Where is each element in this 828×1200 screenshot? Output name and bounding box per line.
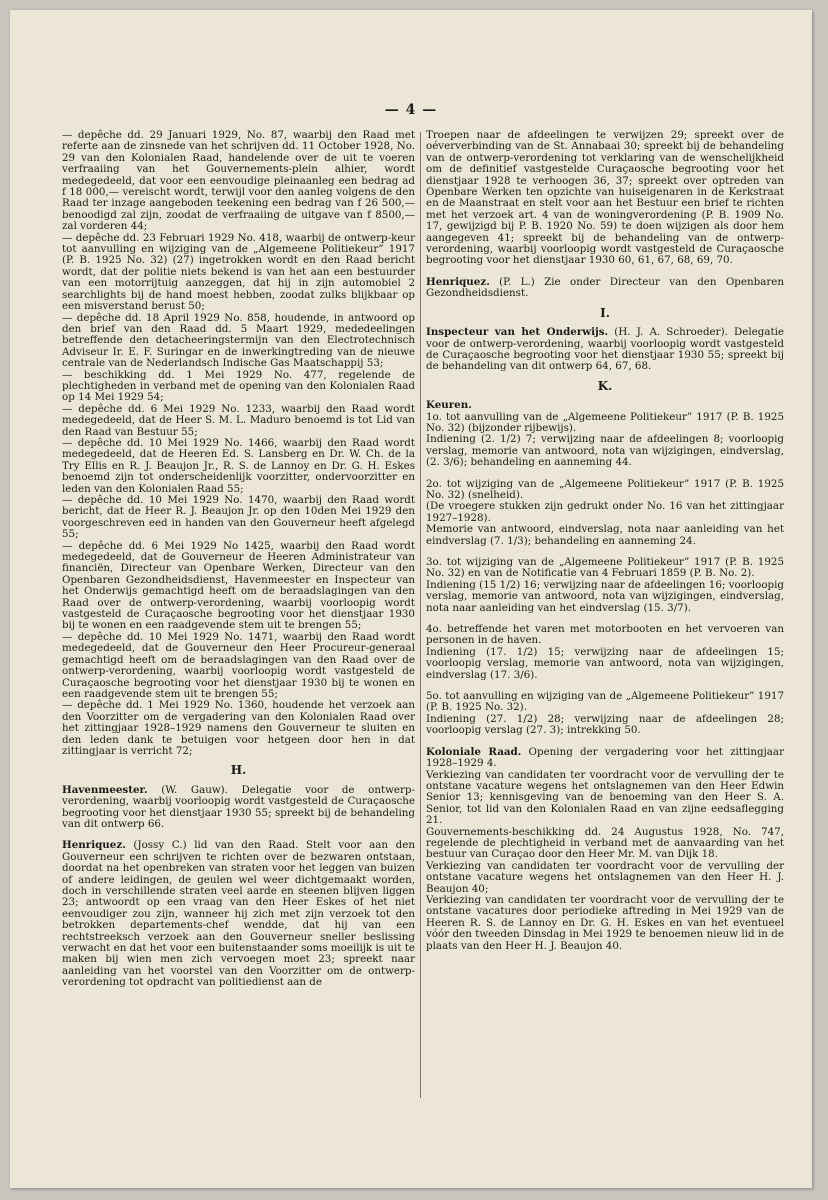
entry-name: Henriquez. [62, 839, 126, 852]
keuren-item: 2o. tot wijziging van de „Algemeene Politiekeur” 1917 (P. B. 1925 No. 32) (snelheid). [426, 477, 784, 501]
keuren-item: Indiening (27. 1/2) 28; verwijzing naar de afdeelingen 28; voorloopig verslag (27. 3); intrekking 50. [426, 712, 784, 737]
entry-paragraph: — depêche dd. 1 Mei 1929 No. 1360, houdende het verzoek aan den Voorzitter om de vergadering van den Kolonialen Raad over het zittingjaar 1928–1929 namens den Gouverneur te sluiten en den leden dank te betuigen voor hetgeen door hen in dat zittingjaar is verricht 72; [62, 699, 415, 757]
entry-paragraph: — depêche dd. 6 Mei 1929 No 1425, waarbij den Raad wordt medegedeeld, dat de Gouverneur de Heeren Administrateur van financiën, Directeur van Openbare Werken, Directeur van den Openbaren Gezondheidsdienst, Havenmeester en Inspecteur van het Onderwijs gemachtigd heeft om de beraadslagingen van den Raad over de ontwerp-verordening, waarbij voorloopig wordt vastgesteld de Curaçaosche begrooting voor het dienstjaar 1930 bij te wonen en een raadgevende stem uit te brengen 55; [62, 539, 415, 632]
entry-paragraph: — depêche dd. 6 Mei 1929 No. 1233, waarbij den Raad wordt medegedeeld, dat de Heer S. M. L. Maduro benoemd is tot Lid van den Raad van Bestuur 55; [62, 402, 415, 438]
keuren-item: Indiening (2. 1/2) 7; verwijzing naar de afdeelingen 8; voorloopig verslag, memorie van antwoord, nota van wijzigingen, eindverslag, (2. 3/6); behandeling en aanneming 44. [426, 433, 784, 469]
entry-name: Henriquez. [426, 275, 490, 288]
section-heading-h: H. [230, 763, 247, 778]
koloniale-item: Verkiezing van candidaten ter voordracht voor de vervulling der ontstane vacature wegens het ontslagnemen van den Heer H. J. Beaujon 40; [426, 859, 784, 895]
entry-text: (P. L.) Zie onder Directeur van den Openbaren Gezondheidsdienst. [426, 275, 784, 300]
keuren-item: 4o. betreffende het varen met motorbooten en het vervoeren van personen in de haven. [426, 623, 784, 647]
column-divider [420, 132, 421, 1098]
entry-paragraph: — depêche dd. 29 Januari 1929, No. 87, waarbij den Raad met referte aan de zinsnede van het schrijven dd. 11 October 1928, No. 29 van den Kolonialen Raad, handelende over de uit te voeren verfraaiing van het Gouvernements-plein alhier, wordt medegedeeld, dat voor een eenvoudige pleinaanleg een bedrag ad f 18 000,— vereischt wordt, terwijl voor den aanleg volgens de den Raad ter inzage aangeboden teekening een bedrag van f 26 500,— benoodigd zal zijn, zoodat de verfraaiing de uitgave van f 8500,— zal vorderen 44; [62, 129, 415, 233]
koloniale-raad-entry [426, 747, 784, 770]
koloniale-item: Verkiezing van candidaten ter voordracht voor de vervulling der te ontstane vacature wegens het ontslagnemen van den Heer Edwin Senior 13; kennisgeving van de benoeming van den Heer S. A. Senior, tot lid van den Kolonialen Raad en van zijne eedsaflegging 21. [426, 768, 784, 827]
entry-name: Koloniale Raad. [426, 745, 522, 758]
left-column [62, 130, 415, 989]
entry-text: Opening der vergadering voor het zittingjaar 1928–1929 4. [426, 745, 784, 770]
entry-text: (H. J. A. Schroeder). Delegatie voor de ontwerp-verordening, waarbij voorloopig wordt vastgesteld de Curaçaosche begrooting voor het dienstjaar 1930 55; spreekt bij de behandeling van dit ontwerp 64, 67, 68. [426, 326, 784, 373]
page-number: — 4 — [384, 102, 438, 118]
entry-paragraph: — depêche dd. 10 Mei 1929 No. 1471, waarbij den Raad wordt medegedeeld, dat de Gouverneur den Heer Procureur-generaal gemachtigd heeft om de beraadslagingen van den Raad over de ontwerp-verordening, waarbij voorloopig wordt vastgesteld de Curaçaosche begrooting voor het dienstjaar 1930 bij te wonen en een raadgevende stem uit te brengen 55; [62, 630, 415, 700]
entry-text: (Jossy C.) lid van den Raad. Stelt voor aan den Gouverneur een schrijven te richten over de bezwaren ontstaan, doordat na het openbreken van straten voor het leggen van buizen of andere leidingen, de geulen wel weer dichtgemaakt worden, doch in verschillende straten veel aarde en steenen blijven liggen 23; antwoordt op een vraag van den Heer Eskes of het niet eenvoudiger zou zijn, wanneer hij zich met zijn verzoek tot den betrokken departements-chef wendde, dat hij van een rechtstreeksch verzoek aan den Gouverneur sneller beslissing verwacht en dat het voor een buitenstaander soms moeilijk is uit te maken bij wien men zich vervoegen moet 23; spreekt naar aanleiding van het voorstel van den Voorzitter om de ontwerp-verordening tot opdracht van politiedienst aan de [62, 839, 415, 989]
section-heading-k: K. [597, 378, 613, 393]
keuren-item: 3o. tot wijziging van de „Algemeene Politiekeur” 1917 (P. B. 1925 No. 32) en van de Notificatie van 4 Februari 1859 (P. B. No. 2). [426, 556, 784, 580]
henriquez-jossy-entry [62, 840, 415, 988]
entry-paragraph: — depêche dd. 10 Mei 1929 No. 1466, waarbij den Raad wordt medegedeeld, dat de Heeren Ed. S. Lansberg en Dr. W. Ch. de la Try Ellis en R. J. Beaujon Jr., R. S. de Lannoy en Dr. G. H. Eskes benoemd zijn tot onderscheidenlijk voorzitter, ondervoorzitter en leden van den Kolonialen Raad 55; [62, 436, 415, 495]
keuren-item: 1o. tot aanvulling van de „Algemeene Politiekeur” 1917 (P. B. 1925 No. 32) (bijzonder rijbewijs). [426, 410, 784, 434]
keuren-heading: Keuren. [426, 399, 472, 412]
entry-name: Havenmeester. [62, 783, 148, 796]
keuren-item: Indiening (17. 1/2) 15; verwijzing naar de afdeelingen 15; voorloopig verslag, memorie van antwoord, nota van wijzigingen, eindverslag (17. 3/6). [426, 645, 784, 681]
koloniale-item: Verkiezing van candidaten ter voordracht voor de vervulling der te ontstane vacatures door periodieke aftreding in Mei 1929 van de Heeren R. S. de Lannoy en Dr. G. H. Eskes en van het eventueel vóór den tweeden Dinsdag in Mei 1929 te benoemen nieuw lid in de plaats van den Heer H. J. Beaujon 40. [426, 893, 784, 952]
entry-text: (W. Gauw). Delegatie voor de ontwerp-verordening, waarbij voorloopig wordt vastgesteld de Curaçaosche begrooting voor het dienstjaar 1930 55; spreekt bij de behandeling van dit ontwerp 66. [62, 783, 415, 830]
keuren-item: Memorie van antwoord, eindverslag, nota naar aanleiding van het eindverslag (7. 1/3); behandeling en aanneming 24. [426, 523, 784, 547]
entry-paragraph: — depêche dd. 10 Mei 1929 No. 1470, waarbij den Raad wordt bericht, dat de Heer R. J. Beaujon Jr. op den 10den Mei 1929 den voorgeschreven eed in handen van den Gouverneur heeft afgelegd 55; [62, 494, 415, 541]
entry-paragraph: — beschikking dd. 1 Mei 1929 No. 477, regelende de plechtigheden in verband met de opening van den Kolonialen Raad op 14 Mei 1929 54; [62, 368, 415, 404]
document-page [10, 10, 812, 1188]
right-column [426, 130, 784, 952]
keuren-item: 5o. tot aanvulling en wijziging van de „Algemeene Politiekeur” 1917 (P. B. 1925 No. 32). [426, 690, 784, 714]
continued-paragraph: Troepen naar de afdeelingen te verwijzen 29; spreekt over de oéververbinding van de St. Annabaai 30; spreekt bij de behandeling van de ontwerp-verordening tot verklaring van de wenschelijkheid om de definitief vastgestelde Curaçaosche begrooting voor het dienstjaar 1928 te verhoogen 36, 37; spreekt over optreden van Openbare Werken ten opzichte van huiseigenaren in de Kerkstraat en de Maanstraat en stelt voor aan het Bestuur een brief te richten met het verzoek art. 4 van de woningverordening (P. B. 1909 No. 17, gewijzigd bij P. B. 1920 No. 59) te doen wijzigen als door hem aangegeven 41; spreekt bij de behandeling van de ontwerp-verordening, waarbij voorloopig wordt vastgesteld de Curaçaosche begrooting voor het dienstjaar 1930 60, 61, 67, 68, 69, 70. [426, 129, 784, 267]
entry-paragraph: — depêche dd. 23 Februari 1929 No. 418, waarbij de ontwerp-keur tot aanvulling en wijziging van de „Algemeene Politiekeur” 1917 (P. B. 1925 No. 32) (27) ingetrokken wordt en den Raad bericht wordt, dat der politie niets bekend is van het aan een bestuurder van een motorrijtuig aanzeggen, dat hij in zijn automobiel 2 searchlights bij de hand moest hebben, zoodat zulks blijkbaar op een misverstand berust 50; [62, 231, 415, 313]
entry-name: Inspecteur van het Onderwijs. [426, 326, 609, 339]
keuren-item: (De vroegere stukken zijn gedrukt onder No. 16 van het zittingjaar 1927–1928). [426, 500, 784, 524]
entry-paragraph: — depêche dd. 18 April 1929 No. 858, houdende, in antwoord op den brief van den Raad dd. 5 Maart 1929, mededeelingen betreffende den detacheeringstermijn van den Electrotechnisch Adviseur Ir. E. F. Suringar en de inwerkingtreding van de nieuwe centrale van de Nederlandsch Indische Gas Maatschappij 53; [62, 311, 415, 370]
koloniale-item: Gouvernements-beschikking dd. 24 Augustus 1928, No. 747, regelende de plechtigheid in verband met de aanvaarding van het bestuur van Curaçao door den Heer Mr. M. van Dijk 18. [426, 825, 784, 861]
inspecteur-entry [426, 327, 784, 373]
havenmeester-entry [62, 785, 415, 831]
henriquez-pl-entry [426, 277, 784, 300]
section-heading-i: I. [600, 305, 610, 320]
keuren-item: Indiening (15 1/2) 16; verwijzing naar de afdeelingen 16; voorloopig verslag, memorie van antwoord, nota van wijzigingen, eindverslag, nota naar aanleiding van het eindverslag (15. 3/7). [426, 578, 784, 614]
